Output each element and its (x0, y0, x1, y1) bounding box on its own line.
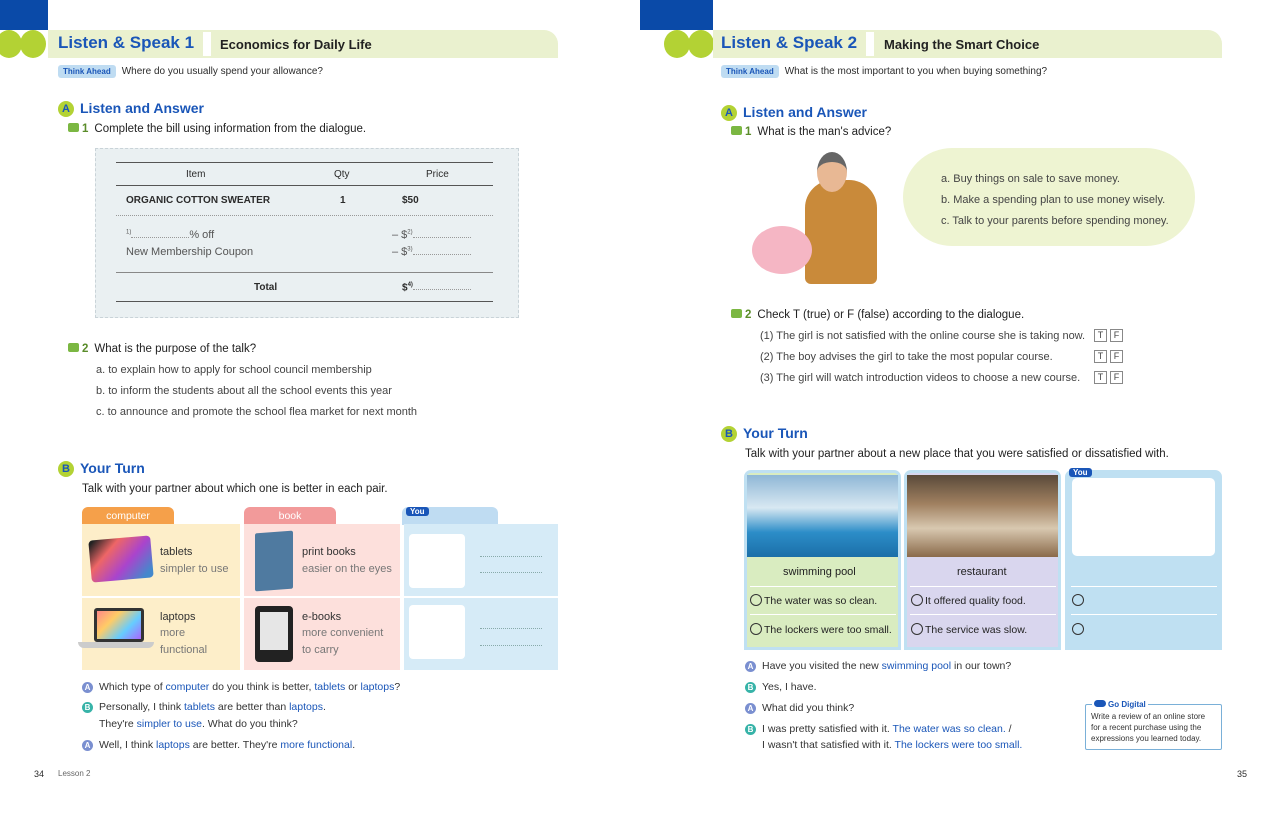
audio-icon[interactable] (68, 123, 79, 132)
question-1-right: 1 What is the man's advice? (731, 126, 891, 138)
advice-c[interactable]: c. Talk to your parents before spending money. (941, 215, 1169, 227)
frown-icon (911, 623, 923, 635)
blank-4[interactable]: \$$^{4)}$ (402, 282, 471, 293)
you-line-2[interactable] (480, 572, 542, 573)
question-1: 1 Complete the bill using information from the dialogue. (68, 123, 366, 135)
page-title: Listen & Speak 1 (58, 33, 195, 52)
restaurant-photo (907, 475, 1058, 557)
advice-b[interactable]: b. Make a spending plan to use money wisely. (941, 194, 1166, 206)
tf-boxes-3: T F (1091, 371, 1123, 384)
dialogue-r-4b: I wasn't that satisfied with it. The lockers were too small. (762, 739, 1023, 751)
dialogue-r-1: A Have you visited the new swimming pool in our town? (745, 660, 1011, 672)
pool-bad: The lockers were too small. (750, 623, 892, 636)
tf-item-2: (2) The boy advises the girl to take the most popular course. (760, 351, 1053, 363)
smile-icon (1072, 594, 1084, 606)
go-digital-box: Go Digital Write a review of an online store for a recent purchase using the expressions you learned today. (1085, 704, 1222, 750)
restaurant-good: It offered quality food. (911, 594, 1026, 607)
col-computer: computer (82, 507, 174, 525)
think-ahead: Think Ahead Where do you usually spend your allowance? (58, 65, 323, 78)
lesson-label: Lesson 2 (58, 769, 91, 778)
dialogue-r-4: B I was pretty satisfied with it. The water was so clean. / (745, 723, 1012, 735)
tablet-image (88, 535, 153, 582)
think-ahead-right: Think Ahead What is the most important to you when buying something? (721, 65, 1047, 78)
audio-icon[interactable] (731, 309, 742, 318)
col-book: book (244, 507, 336, 525)
section-a-heading: A Listen and Answer (58, 100, 204, 117)
swimming-pool-photo (747, 475, 898, 557)
bill-table: Item Qty Price ORGANIC COTTON SWEATER 1 $50 $^{1)}$ % off – \$$^{2)}$ New Membership Coupon – \$$^{3)}$ Total \$$^{4)}$ (95, 148, 519, 318)
page-subtitle: Economics for Daily Life (220, 37, 372, 52)
ebook-image (255, 606, 293, 662)
cloud-icon (1094, 700, 1106, 707)
your-turn-intro-right: Talk with your partner about a new place that you were satisfied or dissatisfied with. (745, 448, 1169, 460)
you-good[interactable] (1072, 594, 1086, 607)
tf-boxes-1: T F (1091, 329, 1123, 342)
pool-good: The water was so clean. (750, 594, 877, 607)
dialogue-r-2: B Yes, I have. (745, 681, 816, 693)
man-image (805, 180, 877, 284)
you-line-1[interactable] (480, 556, 542, 557)
page-subtitle-right: Making the Smart Choice (884, 37, 1040, 52)
blank-2[interactable]: – \$$^{2)}$ (392, 229, 471, 241)
question-2-right: 2 Check T (true) or F (false) according to the dialogue. (731, 309, 1024, 321)
section-b-heading-right: B Your Turn (721, 425, 808, 442)
corner-block (0, 0, 48, 30)
discount-blank[interactable]: $^{1)}$ % off (126, 229, 215, 241)
restaurant-bad: The service was slow. (911, 623, 1027, 636)
frown-icon (1072, 623, 1084, 635)
you-image-box-2[interactable] (409, 605, 465, 659)
section-b-heading: B Your Turn (58, 460, 145, 477)
piggy-bank-icon (752, 226, 812, 274)
dialogue-line-3: A Well, I think laptops are better. They're more functional. (82, 739, 355, 751)
dialogue-r-3: A What did you think? (745, 702, 854, 714)
your-turn-intro: Talk with your partner about which one is better in each pair. (82, 483, 388, 495)
you-line-3[interactable] (480, 628, 542, 629)
corner-block-right (640, 0, 713, 30)
tf-boxes-2: T F (1091, 350, 1123, 363)
page-number-left: 34 (34, 769, 45, 779)
frown-icon (750, 623, 762, 635)
option-b[interactable]: b. to inform the students about all the school events this year (96, 385, 392, 397)
tf-item-3: (3) The girl will watch introduction videos to choose a new course. (760, 372, 1081, 384)
option-a[interactable]: a. to explain how to apply for school council membership (96, 364, 372, 376)
you-line-4[interactable] (480, 645, 542, 646)
section-a-heading-right: A Listen and Answer (721, 104, 867, 121)
col-you: You (402, 507, 498, 525)
smile-icon (750, 594, 762, 606)
header-dots-right (664, 30, 714, 58)
you-photo-box[interactable] (1072, 478, 1215, 556)
page-title-right: Listen & Speak 2 (721, 33, 858, 52)
tf-item-1: (1) The girl is not satisfied with the online course she is taking now. (760, 330, 1086, 342)
dialogue-line-2: B Personally, I think tablets are better than laptops. (82, 701, 326, 713)
you-image-box-1[interactable] (409, 534, 465, 588)
dialogue-line-1: A Which type of computer do you think is better, tablets or laptops? (82, 681, 400, 693)
blank-3[interactable]: – \$$^{3)}$ (392, 246, 471, 258)
print-book-image (255, 531, 293, 592)
header-dots (0, 30, 50, 58)
smile-icon (911, 594, 923, 606)
audio-icon[interactable] (68, 343, 79, 352)
advice-a[interactable]: a. Buy things on sale to save money. (941, 173, 1120, 185)
laptop-image (94, 608, 144, 642)
dialogue-line-2b: They're simpler to use. What do you think? (99, 718, 298, 730)
audio-icon[interactable] (731, 126, 742, 135)
page-number-right: 35 (1237, 769, 1248, 779)
go-digital-title: Go Digital (1092, 699, 1148, 710)
question-2: 2 What is the purpose of the talk? (68, 343, 256, 355)
option-c[interactable]: c. to announce and promote the school flea market for next month (96, 406, 418, 418)
you-bad[interactable] (1072, 623, 1086, 636)
